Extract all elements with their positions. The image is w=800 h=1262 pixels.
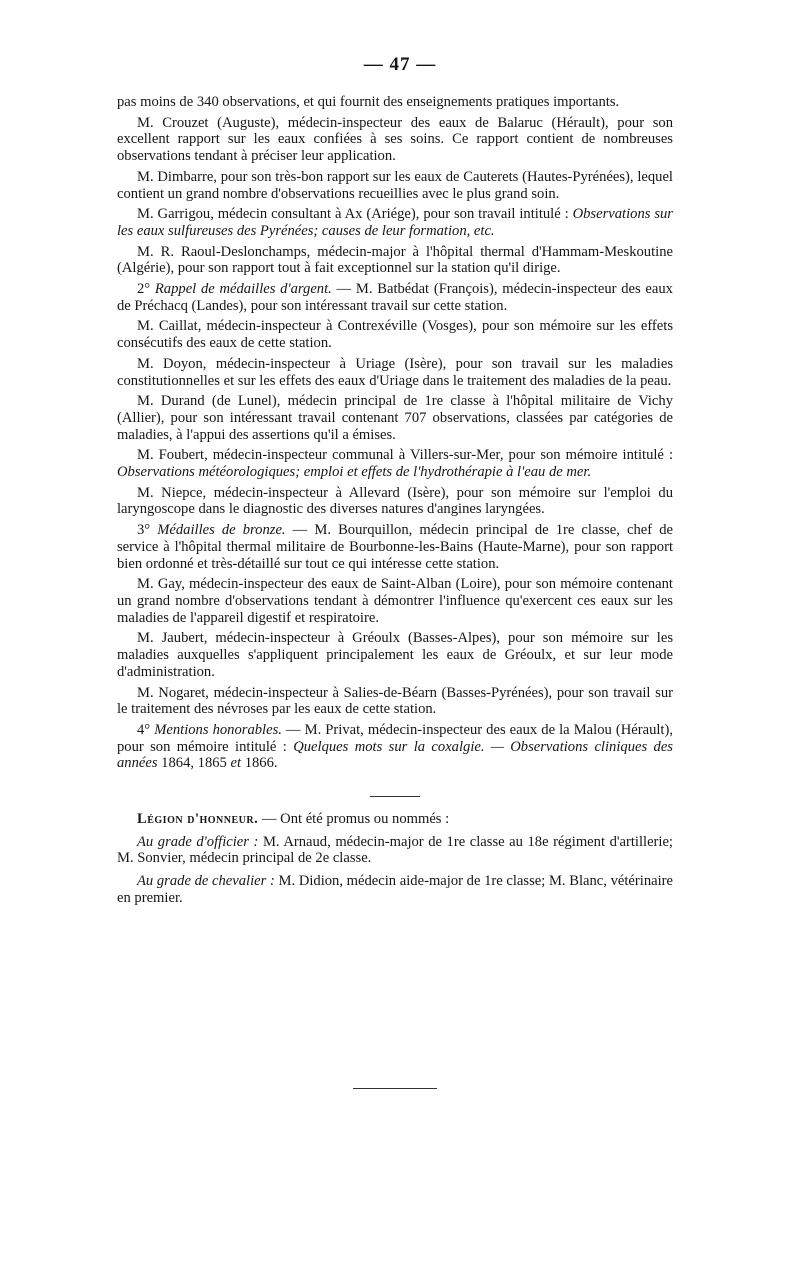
entry-text: — M. Bourquillon, médecin principal de 1re classe, chef de service à l'hôpital thermal militaire de Bourbonne-les-Bains (Haute-Marne), pour son rapport bien ordonné et très-détaillé sur tout ce qui intéresse cette station. bbox=[117, 522, 673, 572]
paragraph-foubert bbox=[117, 447, 673, 480]
paragraph: M. Gay, médecin-inspecteur des eaux de Saint-Alban (Loire), pour son mémoire contenant un grand nombre d'observations tendant à démontrer l'influence qu'exercent ces eaux sur les maladies de l'appareil digestif et respiratoire. bbox=[117, 576, 673, 626]
end-rule bbox=[353, 1088, 437, 1089]
section-number: 4° bbox=[137, 721, 151, 738]
section-rappel bbox=[117, 281, 673, 314]
grade-text: M. Arnaud, médecin-major de 1re classe au 18e régiment d'artillerie; M. Sonvier, médecin principal de 2e classe. bbox=[117, 833, 673, 867]
paragraph: M. Niepce, médecin-inspecteur à Allevard (Isère), pour son mémoire sur l'emploi du laryngoscope dans le diagnostic des diverses natures d'angines laryngées. bbox=[117, 484, 673, 518]
legion-section bbox=[117, 811, 673, 907]
entry-text: M. Foubert, médecin-inspecteur communal à Villers-sur-Mer, pour son mémoire intitulé : bbox=[137, 447, 673, 464]
work-title: Observations météorologiques; emploi et effets de l'hydrothérapie à l'eau de mer. bbox=[117, 464, 592, 481]
paragraph: M. Caillat, médecin-inspecteur à Contrexéville (Vosges), pour son mémoire sur les effets consécutifs des eaux de cette station. bbox=[117, 318, 673, 352]
work-title: Observations sur les eaux sulfureuses des Pyrénées; causes de leur formation, etc. bbox=[117, 206, 673, 239]
paragraph: M. Durand (de Lunel), médecin principal de 1re classe à l'hôpital militaire de Vichy (Allier), pour son intéressant travail contenant 707 observations, classées par catégories de maladies, à l'appui des assertions qu'il a émises. bbox=[117, 393, 673, 443]
legion-label: Légion d'honneur. bbox=[137, 811, 259, 828]
section-number: 3° bbox=[137, 522, 151, 539]
paragraph: M. Jaubert, médecin-inspecteur à Gréoulx (Basses-Alpes), pour son mémoire sur les maladies auxquelles s'appliquent principalement les eaux de Gréoulx, et sur leur mode d'administration. bbox=[117, 630, 673, 680]
entry-text: — M. Batbédat (François), médecin-inspecteur des eaux de Préchacq (Landes), pour son intéressant travail sur cette station. bbox=[117, 281, 673, 314]
grade-text: M. Didion, médecin aide-major de 1re classe; M. Blanc, vétérinaire en premier. bbox=[117, 873, 673, 906]
body-text bbox=[117, 94, 673, 913]
years-last: 1866. bbox=[241, 755, 278, 772]
paragraph-garrigou bbox=[117, 206, 673, 239]
entry-text: — M. Privat, médecin-inspecteur des eaux de la Malou (Hérault), pour son mémoire intitulé : bbox=[117, 721, 673, 755]
section-heading: Rappel de médailles d'argent. bbox=[154, 281, 332, 298]
section-heading: Médailles de bronze. bbox=[157, 522, 286, 539]
paragraph: M. Crouzet (Auguste), médecin-inspecteur des eaux de Balaruc (Hérault), pour son excellent rapport sur les eaux confiées à ses soins. Ce rapport contient de nombreuses observations tendant à préciser leur application. bbox=[117, 114, 673, 165]
section-divider bbox=[370, 796, 420, 797]
paragraph: M. Doyon, médecin-inspecteur à Uriage (Isère), pour son travail sur les maladies constitutionnelles et sur les effets des eaux d'Uriage dans le traitement des maladies de la peau. bbox=[117, 355, 673, 389]
legion-chevalier bbox=[117, 873, 673, 906]
legion-officier bbox=[117, 834, 673, 867]
page-number: — 47 — bbox=[363, 54, 437, 75]
section-number: 2° bbox=[137, 281, 151, 298]
years: 1864, 1865 bbox=[157, 755, 231, 772]
paragraph: M. R. Raoul-Deslonchamps, médecin-major à l'hôpital thermal d'Hammam-Meskoutine (Algérie), pour son rapport tout à fait exceptionnel sur la station qu'il dirige. bbox=[117, 243, 673, 277]
work-title: Quelques mots sur la coxalgie. — Observations cliniques des années bbox=[117, 738, 673, 772]
section-bronze bbox=[117, 522, 673, 572]
section-mentions bbox=[117, 722, 673, 772]
grade-label: Au grade de chevalier : bbox=[137, 873, 275, 890]
grade-label: Au grade d'officier : bbox=[137, 833, 259, 850]
section-heading: Mentions honorables. bbox=[154, 721, 282, 738]
legion-intro-text: — Ont été promus ou nommés : bbox=[258, 811, 450, 828]
entry-text: M. Garrigou, médecin consultant à Ax (Ariége), pour son travail intitulé : bbox=[137, 206, 573, 223]
paragraph: pas moins de 340 observations, et qui fournit des enseignements pratiques importants. bbox=[117, 94, 620, 110]
paragraph: M. Dimbarre, pour son très-bon rapport sur les eaux de Cauterets (Hautes-Pyrénées), lequel contient un grand nombre d'observations recueillies avec le plus grand soin. bbox=[117, 168, 673, 202]
paragraph: M. Nogaret, médecin-inspecteur à Salies-de-Béarn (Basses-Pyrénées), pour son travail sur le traitement des névroses par les eaux de cette station. bbox=[117, 684, 673, 718]
conjunction: et bbox=[230, 755, 242, 772]
legion-intro bbox=[117, 811, 673, 828]
